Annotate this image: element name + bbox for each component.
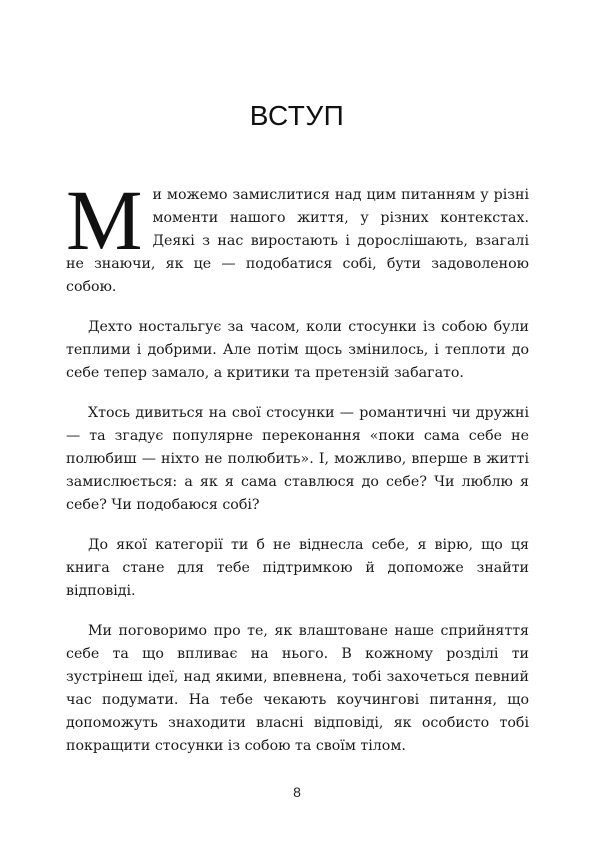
paragraph-2: Дехто ностальгує за часом, коли стосунки із собою були теплими і добрими. Але потім щось змінилось, і теплоти до себе тепер замало, а критики та претензій забагато.	[66, 319, 529, 381]
chapter-title: ВСТУП	[249, 100, 345, 131]
drop-cap: М	[66, 172, 143, 268]
paragraph-4: До якої категорії ти б не віднесла себе, я вірю, що ця книга стане для тебе підтримкою й допоможе знайти відповіді.	[66, 537, 529, 599]
chapter-body	[66, 172, 529, 775]
page-number: 8	[293, 784, 301, 800]
paragraph-3: Хтось дивиться на свої стосунки — романтичні чи дружні — та згадує популярне переконання «поки сама себе не полюбиш — ніхто не полюбить». І, можливо, вперше в житті замислюється: а як я сама ставлюся до себе? Чи люблю я себе? Чи подобаюся собі?	[66, 405, 529, 513]
paragraph-1-text: и можемо замислитися над цим питанням у різні моменти нашого життя, у різних контекстах. Деякі з нас виростають і дорослішають, взагалі не знаючи, як це — подобатися собі, бути задоволеною собою.	[66, 187, 529, 295]
paragraph-1	[66, 172, 529, 299]
paragraph-5: Ми поговоримо про те, як влаштоване наше сприйняття себе та що впливає на нього. В кожному розділі ти зустрінеш ідеї, над якими, впевнена, тобі захочеться певний час подумати. На тебе чекають коучингові питання, що допоможуть знаходити власні відповіді, як особисто тобі покращити стосунки із собою та своїм тілом.	[66, 623, 529, 754]
